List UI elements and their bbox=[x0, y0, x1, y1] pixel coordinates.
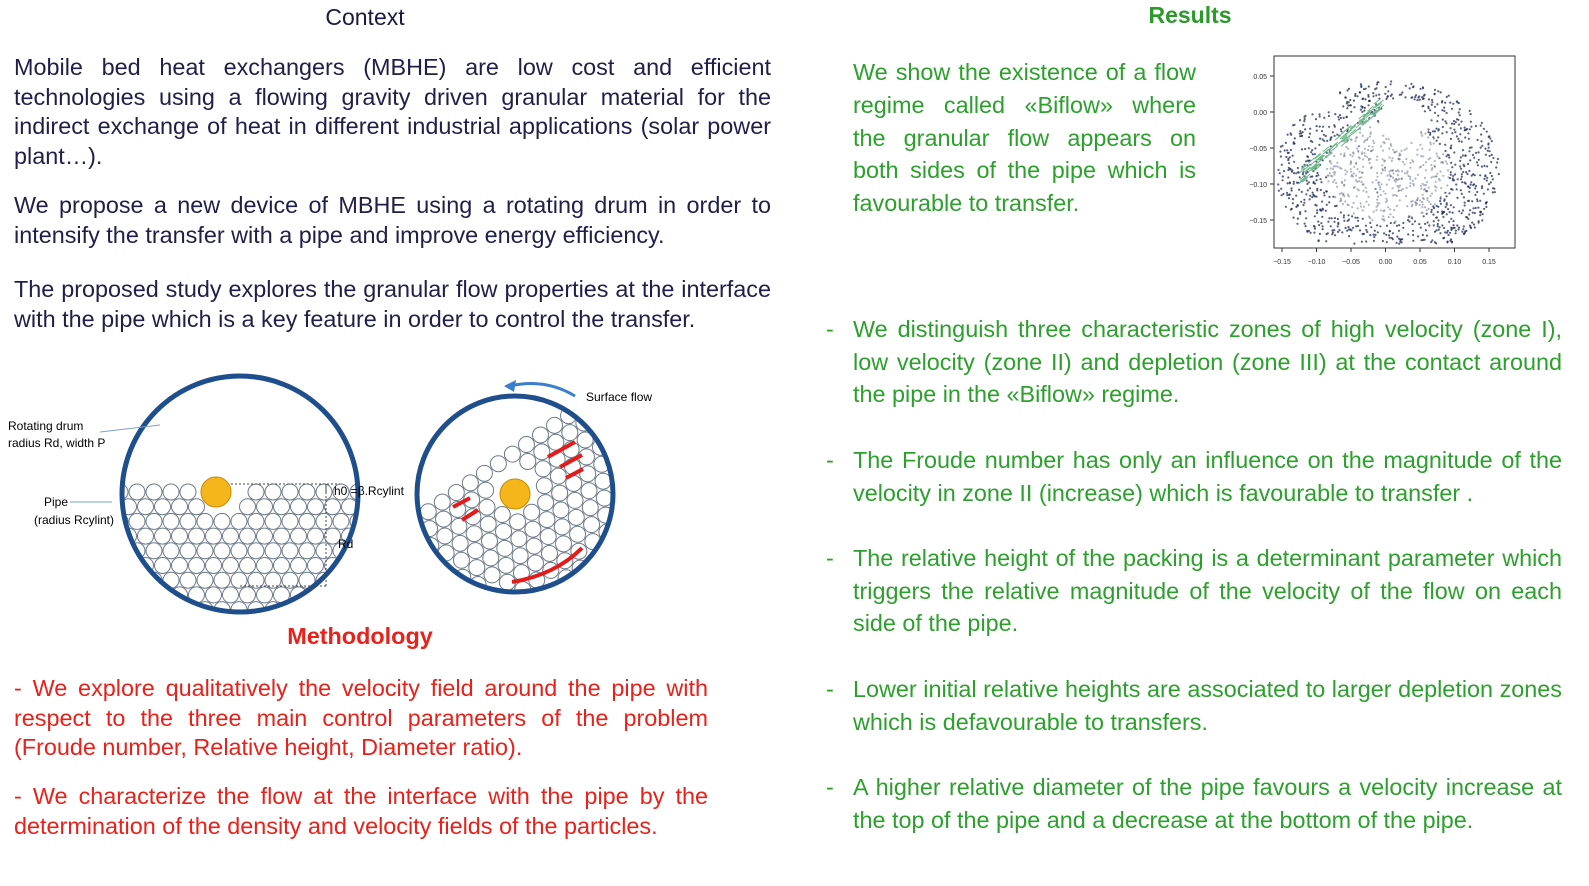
velocity-field-plot bbox=[1218, 52, 1518, 274]
label-pipe-radius: (radius Rcylint) bbox=[34, 513, 115, 527]
result-item-1-text: We distinguish three characteristic zones of high velocity (zone I), low velocity (zone II) and depletion (zone III) at the contact around the pipe in the «Biflow» regime. bbox=[853, 316, 1562, 408]
y-tick-label: −0.05 bbox=[1249, 146, 1267, 153]
label-rotating-drum: Rotating drum bbox=[8, 419, 84, 433]
methodology-title: Methodology bbox=[287, 623, 433, 649]
methodology-paragraph-1: - We explore qualitatively the velocity field around the pipe with respect to the three main control parameters of the problem (Froude number, Relative height, Diameter ratio). bbox=[14, 675, 708, 760]
x-tick-label: −0.05 bbox=[1342, 259, 1360, 266]
x-tick-label: 0.10 bbox=[1447, 259, 1462, 266]
x-tick-label: 0.00 bbox=[1378, 259, 1393, 266]
context-title: Context bbox=[325, 4, 405, 30]
drum-left bbox=[8, 376, 405, 615]
context-paragraph-3: The proposed study explores the granular flow properties at the interface with the pipe which is a key feature in order to control the transfer. bbox=[14, 276, 771, 332]
plot-y-ticks bbox=[1249, 74, 1274, 225]
rotating-drum-diagram bbox=[0, 370, 700, 615]
bullet-dash: - bbox=[826, 545, 834, 571]
x-tick-label: 0.05 bbox=[1413, 259, 1427, 266]
x-tick-label: −0.15 bbox=[1273, 259, 1291, 266]
granular-packing-left bbox=[112, 484, 366, 615]
result-item-1 bbox=[826, 313, 1562, 411]
results-title: Results bbox=[1148, 2, 1232, 28]
label-rd: Rd bbox=[338, 537, 354, 551]
bullet-dash: - bbox=[826, 316, 834, 342]
bullet-dash: - bbox=[826, 447, 834, 473]
result-item-2-text: The Froude number has only an influence on the magnitude of the velocity in zone II (increase) which is favourable to transfer . bbox=[853, 447, 1562, 506]
y-tick-label: 0.05 bbox=[1253, 74, 1267, 81]
result-item-4-text: Lower initial relative heights are associated to larger depletion zones which is defavourable to transfers. bbox=[853, 676, 1562, 735]
methodology-paragraph-2: - We characterize the flow at the interface with the pipe by the determination of the density and velocity fields of the particles. bbox=[14, 783, 708, 839]
y-tick-label: −0.15 bbox=[1249, 218, 1267, 225]
label-drum-dimensions: radius Rd, width P bbox=[8, 436, 106, 450]
bullet-dash: - bbox=[826, 774, 834, 800]
x-tick-label: 0.15 bbox=[1482, 259, 1496, 266]
label-h0: h0 =β.Rcylint bbox=[334, 484, 404, 498]
pipe-right bbox=[500, 479, 530, 509]
result-item-3 bbox=[826, 542, 1562, 640]
result-item-2 bbox=[826, 444, 1562, 509]
bullet-dash: - bbox=[826, 676, 834, 702]
context-paragraph-1: Mobile bed heat exchangers (MBHE) are low cost and efficient technologies using a flowing gravity driven granular material for the indirect exchange of heat in different industrial applications (solar power plant…). bbox=[14, 54, 771, 169]
context-paragraph-2: We propose a new device of MBHE using a rotating drum in order to intensify the transfer with a pipe and improve energy efficiency. bbox=[14, 192, 771, 248]
label-pipe: Pipe bbox=[44, 495, 69, 509]
y-tick-label: −0.10 bbox=[1249, 182, 1267, 189]
x-tick-label: −0.10 bbox=[1307, 259, 1326, 266]
results-intro: We show the existence of a flow regime called «Biflow» where the granular flow appears on both sides of the pipe which is favourable to transfer. bbox=[853, 59, 1196, 217]
pipe-left bbox=[201, 477, 231, 507]
label-surface-flow: Surface flow bbox=[586, 390, 653, 404]
result-item-4 bbox=[826, 673, 1562, 738]
drum-right bbox=[417, 380, 652, 598]
plot-x-ticks bbox=[1273, 248, 1496, 266]
y-tick-label: 0.00 bbox=[1253, 110, 1267, 117]
result-item-3-text: The relative height of the packing is a determinant parameter which triggers the relative magnitude of the velocity of the flow on each side of the pipe. bbox=[853, 545, 1562, 637]
result-item-5 bbox=[826, 771, 1562, 836]
result-item-5-text: A higher relative diameter of the pipe favours a velocity increase at the top of the pipe and a decrease at the bottom of the pipe. bbox=[853, 774, 1562, 833]
